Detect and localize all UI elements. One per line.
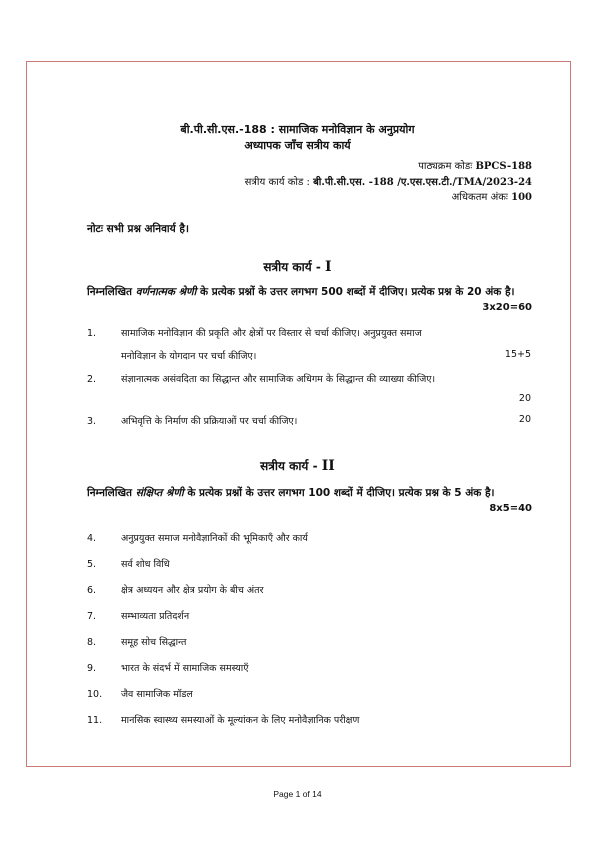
question-number: 4. [87, 533, 97, 544]
assignment-code-label: सत्रीय कार्य कोड : [244, 177, 310, 188]
max-marks-label: अधिकतम अंकः [451, 192, 508, 203]
question-text: सम्भाव्यता प्रतिदर्शन [121, 611, 190, 622]
instruction-type: संक्षिप्त श्रेणी [135, 487, 184, 499]
course-code-label: पाठ्यक्रम कोडः [418, 161, 473, 172]
assignment-code-value: बी.पी.सी.एस. -188 /ए.एस.एस.टी./TMA/2023-24 [313, 177, 532, 188]
section-1-heading-text: सत्रीय कार्य - [263, 260, 321, 274]
note-text: नोटः सभी प्रश्न अनिवार्य है। [87, 223, 189, 235]
question-text: अभिवृत्ति के निर्माण की प्रक्रियाओं पर चर्चा कीजिए। [121, 416, 298, 427]
section-1-marks-scheme: 3x20=60 [482, 302, 532, 313]
question-marks: 15+5 [504, 349, 531, 360]
course-code-line [418, 158, 532, 172]
question-number: 6. [87, 585, 97, 596]
question-number: 1. [87, 328, 97, 339]
question-number: 11. [87, 715, 103, 726]
section-2-number: II [321, 458, 335, 474]
question-text: जैव सामाजिक मॉडल [121, 689, 193, 700]
question-number: 10. [87, 689, 103, 700]
question-number: 2. [87, 374, 97, 385]
question-number: 3. [87, 416, 97, 427]
question-text: सर्व शोध विधि [121, 559, 170, 570]
question-text: संज्ञानात्मक असंवदिता का सिद्धान्त और सामाजिक अधिगम के सिद्धान्त की व्याख्या कीजिए। [121, 374, 436, 385]
question-text: भारत के संदर्भ में सामाजिक समस्याएँ [121, 663, 249, 674]
section-2-heading [0, 457, 595, 474]
question-number: 5. [87, 559, 97, 570]
instruction-pre: निम्नलिखित [87, 487, 133, 499]
question-text: मानसिक स्वास्थ्य समस्याओं के मूल्यांकन के लिए मनोवैज्ञानिक परीक्षण [121, 715, 360, 726]
question-number: 9. [87, 663, 97, 674]
instruction-post: के प्रत्येक प्रश्नों के उत्तर लगभग 100 शब्दों में दीजिए। प्रत्येक प्रश्न के 5 अंक है। [187, 487, 495, 499]
section-2-instruction [87, 487, 533, 500]
question-text-cont: मनोविज्ञान के योगदान पर चर्चा कीजिए। [121, 351, 257, 362]
question-marks: 20 [518, 414, 531, 425]
question-marks: 20 [518, 393, 531, 404]
question-text: सामाजिक मनोविज्ञान की प्रकृति और क्षेत्रों पर विस्तार से चर्चा कीजिए। अनुप्रयुक्त समाज [121, 328, 422, 339]
question-text: अनुप्रयुक्त समाज मनोवैज्ञानिकों की भूमिकाएँ और कार्य [121, 533, 308, 544]
question-number: 8. [87, 637, 97, 648]
section-1-number: I [325, 259, 332, 275]
question-text: क्षेत्र अध्ययन और क्षेत्र प्रयोग के बीच अंतर [121, 585, 264, 596]
document-title: बी.पी.सी.एस.-188 : सामाजिक मनोविज्ञान के अनुप्रयोग [180, 123, 415, 136]
section-2-heading-text: सत्रीय कार्य - [260, 459, 318, 473]
section-1-heading [0, 258, 595, 275]
question-text: समूह सोच सिद्धान्त [121, 637, 187, 648]
question-number: 7. [87, 611, 97, 622]
document-subtitle: अध्यापक जाँच सत्रीय कार्य [244, 139, 351, 152]
max-marks-line [452, 189, 532, 203]
section-2-marks-scheme: 8x5=40 [489, 503, 532, 514]
assignment-code-line [245, 174, 532, 188]
section-1-instruction [87, 286, 533, 299]
instruction-post: के प्रत्येक प्रश्नों के उत्तर लगभग 500 शब्दों में दीजिए। प्रत्येक प्रश्न के 20 अंक है। [200, 286, 515, 298]
page-number: Page 1 of 14 [273, 789, 322, 799]
instruction-pre: निम्नलिखित [87, 286, 133, 298]
instruction-type: वर्णनात्मक श्रेणी [135, 286, 197, 298]
course-code-value: BPCS-188 [475, 161, 532, 172]
max-marks-value: 100 [511, 192, 532, 203]
